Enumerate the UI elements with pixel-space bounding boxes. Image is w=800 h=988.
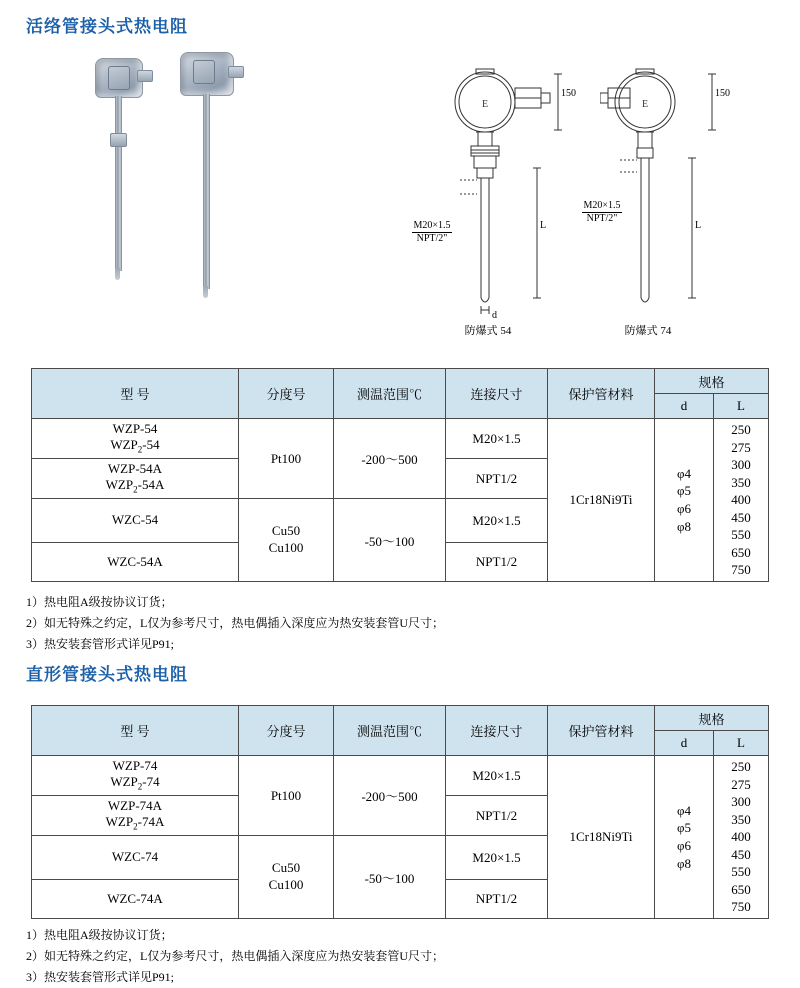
d-value: φ4 <box>676 465 691 481</box>
cell-model: WZC-54A <box>32 542 239 581</box>
l-value: 350 <box>731 474 751 490</box>
cell-material: 1Cr18Ni9Ti <box>548 419 655 582</box>
cell-connection: NPT1/2 <box>446 796 548 836</box>
page-title-1: 活络管接头式热电阻 <box>26 17 188 36</box>
l-value: 300 <box>731 457 751 473</box>
cell-model: WZC-54 <box>32 499 239 543</box>
l-value: 650 <box>731 881 751 897</box>
spec-table-1 <box>31 368 769 582</box>
cell-grade-bottom <box>239 499 334 582</box>
model-line-1: WZP-74A <box>107 798 163 814</box>
cell-range-top: -200～500 <box>334 756 446 836</box>
cell-model: WZC-74A <box>32 879 239 918</box>
d-value: φ5 <box>676 820 691 836</box>
cell-connection: NPT1/2 <box>446 879 548 918</box>
d-value: φ8 <box>676 518 691 534</box>
grade-value: Cu50 <box>271 860 301 876</box>
th-l: L <box>714 731 769 756</box>
figure-area <box>0 40 800 337</box>
probe-cap <box>137 70 153 82</box>
cell-connection: M20×1.5 <box>446 419 548 459</box>
l-value: 550 <box>731 527 751 543</box>
notes-2 <box>26 925 444 988</box>
l-value: 400 <box>731 829 751 845</box>
table-header-row <box>32 369 769 394</box>
probe-head <box>95 58 143 98</box>
photo-probe-1 <box>85 58 165 278</box>
model-line-2: $WZP_2-54A$ <box>105 477 165 495</box>
th-grade: 分度号 <box>239 369 334 419</box>
th-spec: 规格 <box>655 706 769 731</box>
cell-material: 1Cr18Ni9Ti <box>548 756 655 919</box>
note-line: 3）热安装套管形式详见P91; <box>26 970 175 984</box>
dim-150-right: 150 <box>715 88 730 99</box>
grade-value: Cu100 <box>268 877 304 893</box>
l-value: 650 <box>731 544 751 560</box>
th-model: 型 号 <box>32 706 239 756</box>
table-head <box>32 369 769 419</box>
svg-text:E: E <box>641 99 649 110</box>
probe-stem <box>203 94 210 289</box>
d-value: φ8 <box>676 855 691 871</box>
table-head <box>32 706 769 756</box>
probe-cap <box>228 66 244 78</box>
th-range: 测温范围℃ <box>334 706 446 756</box>
cell-model <box>32 459 239 499</box>
model-line-1: WZP-54A <box>107 461 163 477</box>
model-line-1: WZP-74 <box>112 758 158 773</box>
l-value: 550 <box>731 864 751 880</box>
th-connection: 连接尺寸 <box>446 369 548 419</box>
th-model: 型 号 <box>32 369 239 419</box>
cell-range-top: -200～500 <box>334 419 446 499</box>
photo-probe-2 <box>170 52 260 292</box>
page-title-2: 直形管接头式热电阻 <box>26 665 188 684</box>
dim-L-left: L <box>540 220 547 231</box>
drawing-explosion-proof-74 <box>583 60 750 337</box>
cell-range-bottom: -50～100 <box>334 836 446 919</box>
l-value: 275 <box>731 439 751 455</box>
note-line: 2）如无特殊之约定，L仅为参考尺寸，热电偶插入深度应为热安装套管U尺寸； <box>26 616 444 630</box>
d-value: φ6 <box>676 500 691 516</box>
dim-L-right: L <box>695 220 702 231</box>
thread-top-left: M20×1.5 <box>413 220 451 231</box>
th-spec: 规格 <box>655 369 769 394</box>
thread-bottom-right: NPT/2" <box>586 212 618 224</box>
cell-connection: M20×1.5 <box>446 499 548 543</box>
l-value: 750 <box>731 899 751 915</box>
notes-1 <box>26 592 444 655</box>
model-line-2: $WZP_2-74A$ <box>105 814 165 832</box>
cell-connection: M20×1.5 <box>446 756 548 796</box>
spec-table-2 <box>31 705 769 919</box>
probe-stem <box>115 96 122 271</box>
table-body <box>32 756 769 919</box>
th-d: d <box>655 394 714 419</box>
thread-label-right <box>560 200 644 224</box>
model-line-1: WZP-54 <box>112 421 158 436</box>
cell-connection: NPT1/2 <box>446 459 548 499</box>
thread-label-left <box>390 220 474 244</box>
cell-range-bottom: -50～100 <box>334 499 446 582</box>
th-l: L <box>714 394 769 419</box>
cell-d-values <box>655 419 714 582</box>
l-value: 250 <box>731 759 751 774</box>
drawing-explosion-proof-54 <box>413 60 590 337</box>
probe-tip <box>115 268 120 280</box>
th-material: 保护管材料 <box>548 369 655 419</box>
th-grade: 分度号 <box>239 706 334 756</box>
svg-text:E: E <box>481 99 489 110</box>
thread-bottom-left: NPT/2" <box>416 232 448 244</box>
table-header-row <box>32 706 769 731</box>
note-line: 1）热电阻A级按协议订货； <box>26 928 173 942</box>
l-value: 350 <box>731 811 751 827</box>
table-body <box>32 419 769 582</box>
table-row <box>32 419 769 459</box>
dim-d-left: d <box>492 310 497 321</box>
d-value: φ6 <box>676 837 691 853</box>
l-value: 450 <box>731 509 751 525</box>
th-connection: 连接尺寸 <box>446 706 548 756</box>
cell-d-values <box>655 756 714 919</box>
table-row <box>32 756 769 796</box>
probe-tip <box>203 286 208 298</box>
probe-nut <box>110 133 127 147</box>
note-line: 2）如无特殊之约定，L仅为参考尺寸，热电偶插入深度应为热安装套管U尺寸； <box>26 949 444 963</box>
model-line-2: $WZP_2-54$ <box>110 437 160 455</box>
dim-150-left: 150 <box>561 88 576 99</box>
cell-connection: M20×1.5 <box>446 836 548 880</box>
thread-top-right: M20×1.5 <box>583 200 621 211</box>
d-value: φ4 <box>676 802 691 818</box>
grade-value: Cu100 <box>268 540 304 556</box>
d-value: φ5 <box>676 483 691 499</box>
th-d: d <box>655 731 714 756</box>
grade-value: Cu50 <box>271 523 301 539</box>
caption-right: 防爆式 74 <box>624 325 672 337</box>
l-value: 750 <box>731 562 751 578</box>
th-material: 保护管材料 <box>548 706 655 756</box>
note-line: 3）热安装套管形式详见P91; <box>26 637 175 651</box>
probe-head <box>180 52 234 96</box>
cell-l-values <box>714 756 769 919</box>
cell-grade-top: Pt100 <box>239 756 334 836</box>
model-line-2: $WZP_2-74$ <box>110 774 160 792</box>
l-value: 400 <box>731 492 751 508</box>
cell-model <box>32 796 239 836</box>
note-line: 1）热电阻A级按协议订货； <box>26 595 173 609</box>
l-value: 275 <box>731 776 751 792</box>
l-value: 300 <box>731 794 751 810</box>
cell-model <box>32 419 239 459</box>
cell-l-values <box>714 419 769 582</box>
caption-left: 防爆式 54 <box>464 325 512 337</box>
th-range: 测温范围℃ <box>334 369 446 419</box>
cell-grade-top: Pt100 <box>239 419 334 499</box>
cell-model <box>32 756 239 796</box>
l-value: 450 <box>731 846 751 862</box>
l-value: 250 <box>731 422 751 437</box>
cell-model: WZC-74 <box>32 836 239 880</box>
cell-connection: NPT1/2 <box>446 542 548 581</box>
cell-grade-bottom <box>239 836 334 919</box>
